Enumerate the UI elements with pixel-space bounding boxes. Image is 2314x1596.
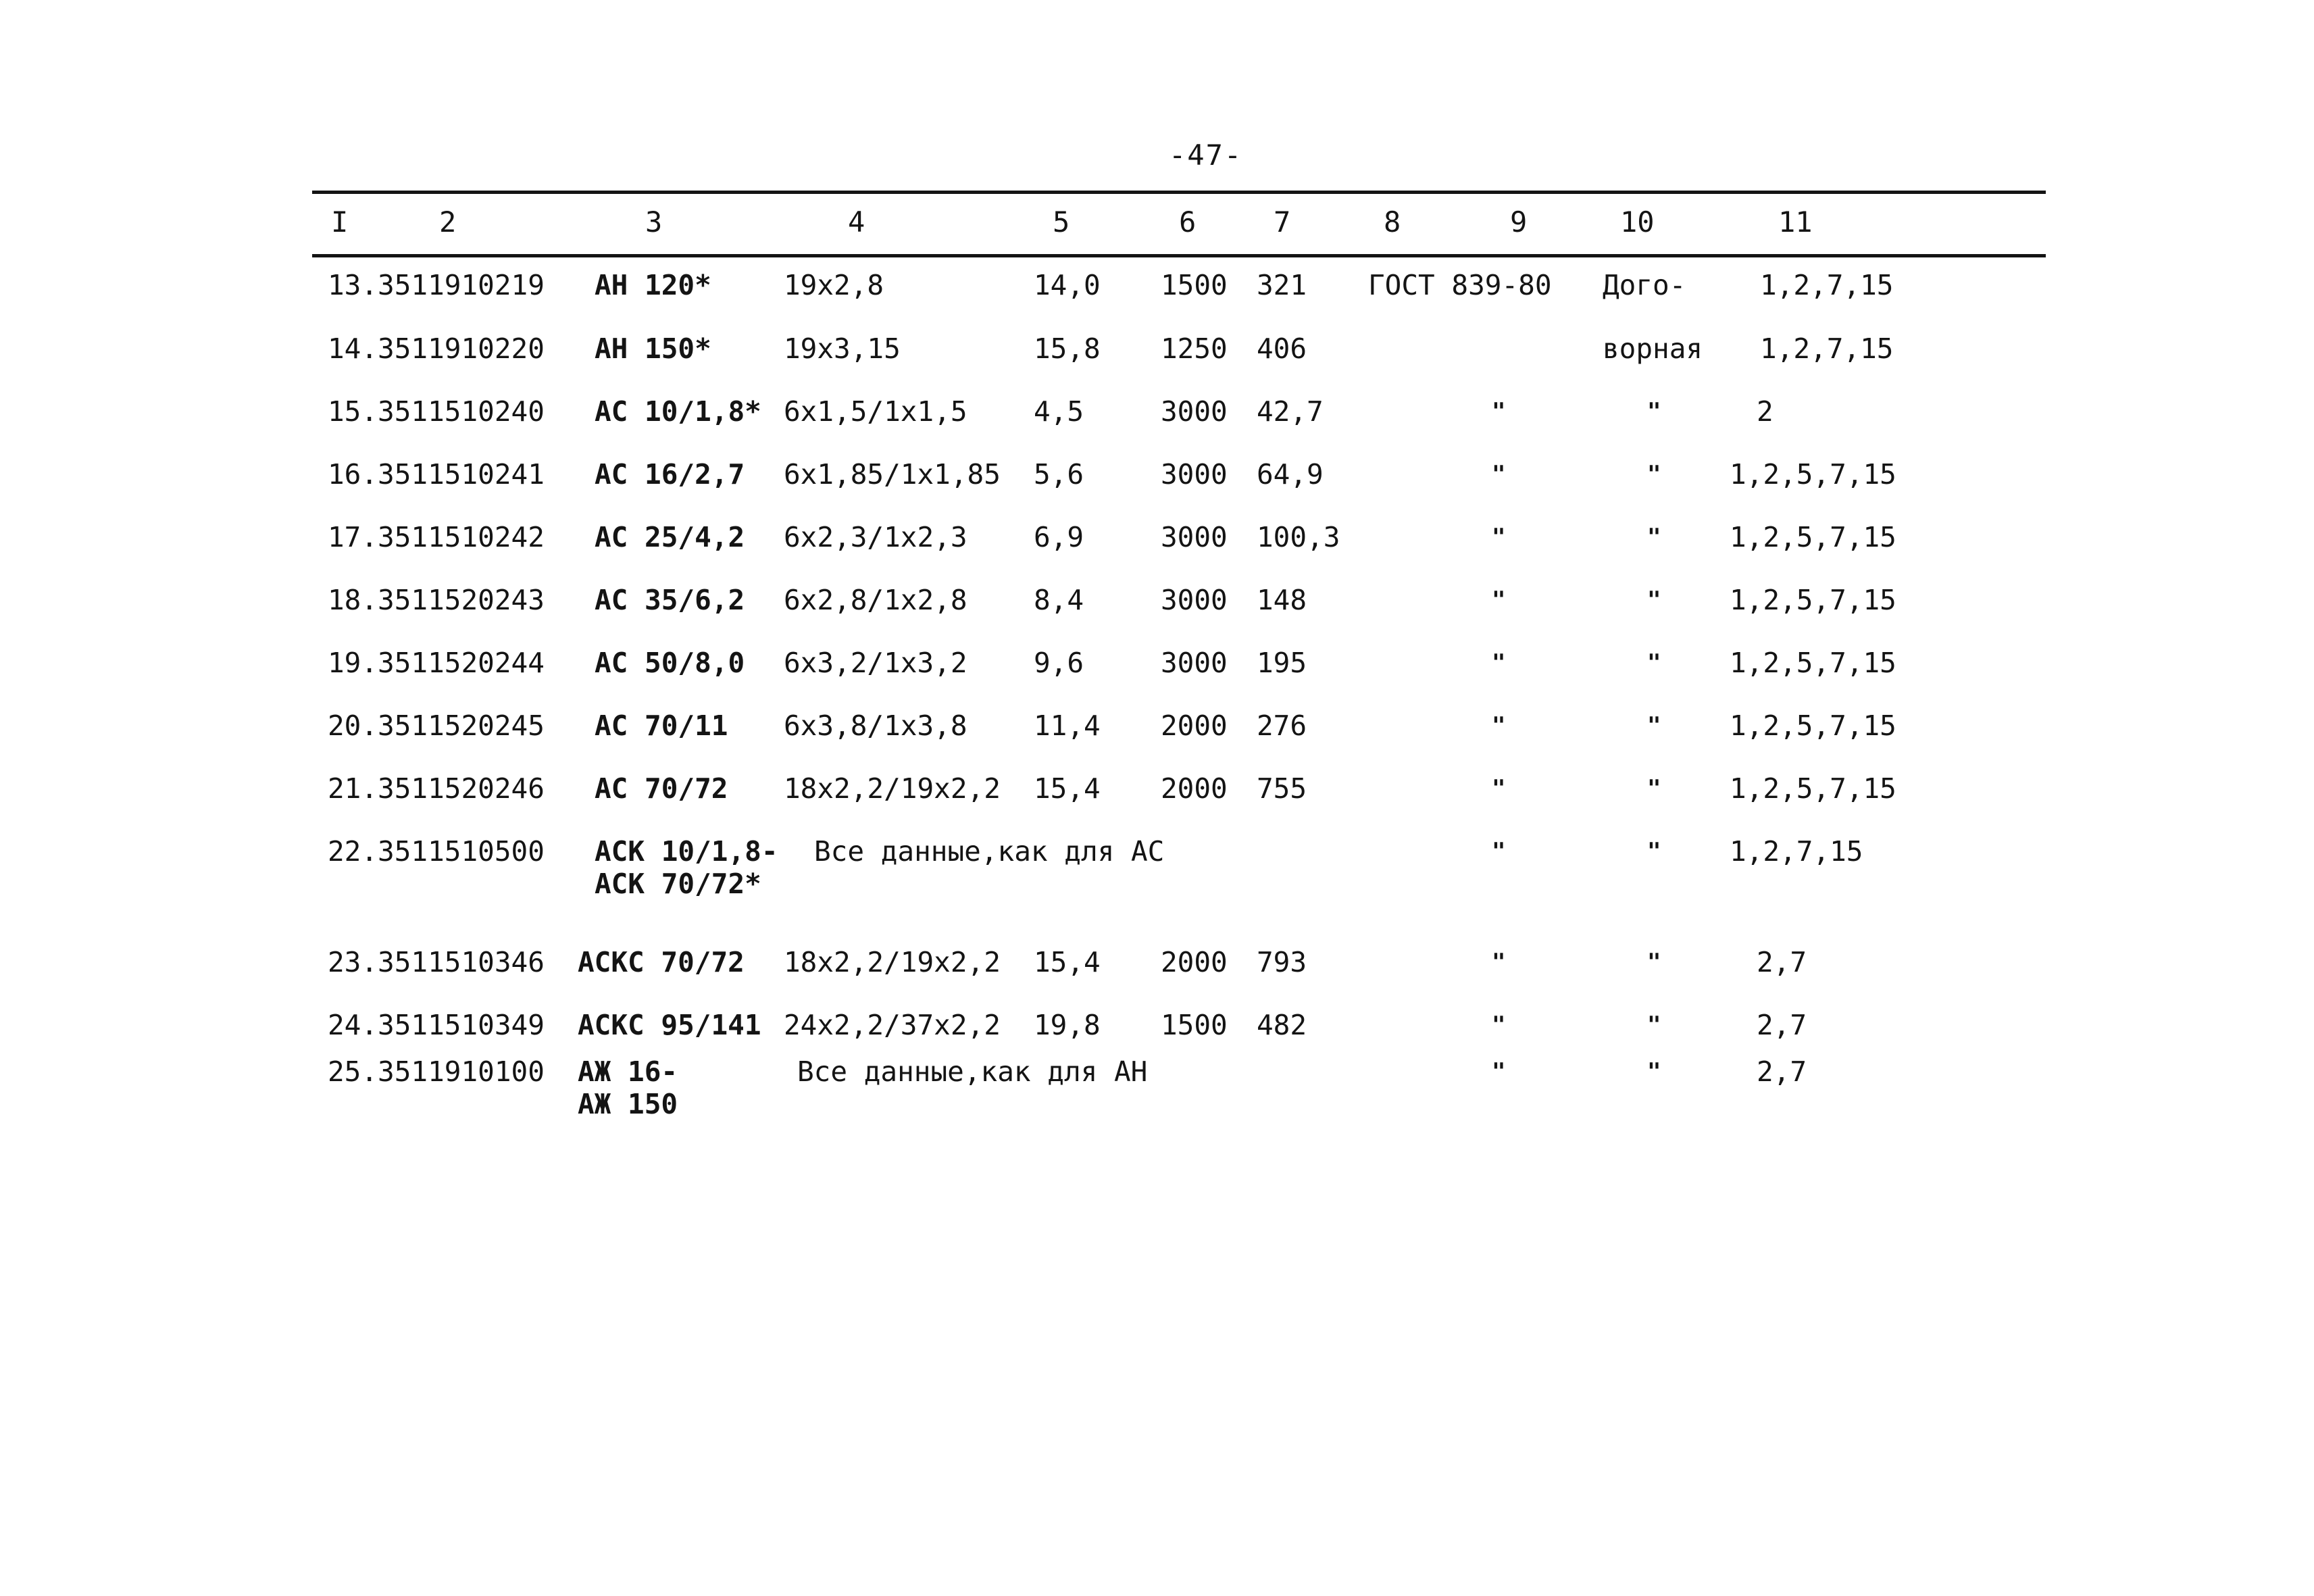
- mass: 406: [1257, 332, 1307, 365]
- standard: ": [1492, 949, 1506, 976]
- mass: 64,9: [1257, 458, 1324, 491]
- wire-mark: АС 25/4,2: [595, 521, 745, 553]
- col-header-11: 11: [1778, 205, 1813, 239]
- construction: 18x2,2/19x2,2: [784, 772, 1001, 805]
- standard: ": [1492, 838, 1506, 865]
- product-code: 14.3511910220: [328, 332, 545, 365]
- product-code: 21.3511520246: [328, 772, 545, 805]
- length: 3000: [1161, 584, 1228, 616]
- diameter: 15,4: [1034, 946, 1101, 978]
- notes: 1,2,5,7,15: [1730, 521, 1896, 553]
- mass: 100,3: [1257, 521, 1340, 553]
- product-code: 18.3511520243: [328, 584, 545, 616]
- diameter: 14,0: [1034, 269, 1101, 301]
- header-bottom-rule: [312, 254, 2046, 257]
- wire-mark: АС 70/72: [595, 772, 728, 805]
- notes: 1,2,7,15: [1760, 332, 1894, 365]
- product-code: 23.3511510346: [328, 946, 545, 978]
- standard: ": [1492, 1012, 1506, 1039]
- mass: 482: [1257, 1009, 1307, 1041]
- price: ": [1647, 649, 1661, 676]
- product-code: 20.3511520245: [328, 709, 545, 742]
- product-code: 16.3511510241: [328, 458, 545, 491]
- notes: 1,2,5,7,15: [1730, 584, 1896, 616]
- construction: 6x3,8/1x3,8: [784, 709, 967, 742]
- mass: 276: [1257, 709, 1307, 742]
- length: 1500: [1161, 269, 1228, 301]
- price: ": [1647, 461, 1661, 488]
- product-code: 22.3511510500: [328, 835, 545, 868]
- price: ": [1647, 838, 1661, 865]
- length: 3000: [1161, 458, 1228, 491]
- price: ворная: [1603, 332, 1703, 365]
- wire-mark: АН 150*: [595, 332, 711, 365]
- construction: 6x3,2/1x3,2: [784, 647, 967, 679]
- diameter: 4,5: [1034, 395, 1084, 428]
- diameter: 19,8: [1034, 1009, 1101, 1041]
- page-number: -47-: [1169, 139, 1243, 172]
- price: ": [1647, 949, 1661, 976]
- standard: ГОСТ 839-80: [1368, 269, 1552, 301]
- standard: ": [1492, 1058, 1506, 1085]
- notes: 2,7: [1757, 1009, 1807, 1041]
- standard: ": [1492, 712, 1506, 739]
- price: ": [1647, 775, 1661, 802]
- wire-mark: АН 120*: [595, 269, 711, 301]
- product-code: 15.3511510240: [328, 395, 545, 428]
- diameter: 15,4: [1034, 772, 1101, 805]
- length: 2000: [1161, 772, 1228, 805]
- price: ": [1647, 1058, 1661, 1085]
- construction: 6x1,85/1x1,85: [784, 458, 1001, 491]
- product-code: 19.3511520244: [328, 647, 545, 679]
- construction: 18x2,2/19x2,2: [784, 946, 1001, 978]
- mass: 755: [1257, 772, 1307, 805]
- construction: 19x3,15: [784, 332, 901, 365]
- length: 3000: [1161, 395, 1228, 428]
- standard: ": [1492, 587, 1506, 614]
- construction: Все данные,как для АН: [797, 1055, 1148, 1088]
- wire-mark: АСКС 70/72: [578, 946, 745, 978]
- diameter: 5,6: [1034, 458, 1084, 491]
- wire-mark: АС 10/1,8*: [595, 395, 761, 428]
- construction: 6x1,5/1x1,5: [784, 395, 967, 428]
- col-header-9: 9: [1510, 205, 1528, 239]
- notes: 1,2,5,7,15: [1730, 772, 1896, 805]
- length: 2000: [1161, 946, 1228, 978]
- mass: 148: [1257, 584, 1307, 616]
- wire-mark: АЖ 16- АЖ 150: [578, 1055, 678, 1120]
- standard: ": [1492, 398, 1506, 425]
- col-header-5: 5: [1053, 205, 1070, 239]
- product-code: 24.3511510349: [328, 1009, 545, 1041]
- price: ": [1647, 398, 1661, 425]
- mass: 195: [1257, 647, 1307, 679]
- length: 1250: [1161, 332, 1228, 365]
- wire-mark: АСКС 95/141: [578, 1009, 761, 1041]
- construction: 19x2,8: [784, 269, 884, 301]
- col-header-6: 6: [1179, 205, 1197, 239]
- diameter: 11,4: [1034, 709, 1101, 742]
- wire-mark: АС 35/6,2: [595, 584, 745, 616]
- mass: 321: [1257, 269, 1307, 301]
- price: ": [1647, 524, 1661, 551]
- diameter: 8,4: [1034, 584, 1084, 616]
- col-header-7: 7: [1274, 205, 1291, 239]
- price: ": [1647, 712, 1661, 739]
- diameter: 6,9: [1034, 521, 1084, 553]
- notes: 1,2,5,7,15: [1730, 647, 1896, 679]
- notes: 2,7: [1757, 1055, 1807, 1088]
- diameter: 9,6: [1034, 647, 1084, 679]
- mass: 42,7: [1257, 395, 1324, 428]
- price: Дого-: [1603, 269, 1686, 301]
- table-top-rule: [312, 191, 2046, 194]
- notes: 2: [1757, 395, 1774, 428]
- product-code: 25.3511910100: [328, 1055, 545, 1088]
- notes: 1,2,7,15: [1730, 835, 1863, 868]
- wire-mark: АС 16/2,7: [595, 458, 745, 491]
- notes: 1,2,7,15: [1760, 269, 1894, 301]
- col-header-4: 4: [848, 205, 865, 239]
- construction: 6x2,8/1x2,8: [784, 584, 967, 616]
- standard: ": [1492, 524, 1506, 551]
- standard: ": [1492, 775, 1506, 802]
- col-header-1: I: [331, 205, 349, 239]
- notes: 1,2,5,7,15: [1730, 709, 1896, 742]
- length: 3000: [1161, 521, 1228, 553]
- mass: 793: [1257, 946, 1307, 978]
- length: 1500: [1161, 1009, 1228, 1041]
- product-code: 13.3511910219: [328, 269, 545, 301]
- col-header-10: 10: [1620, 205, 1655, 239]
- price: ": [1647, 1012, 1661, 1039]
- length: 3000: [1161, 647, 1228, 679]
- wire-mark: АС 70/11: [595, 709, 728, 742]
- length: 2000: [1161, 709, 1228, 742]
- diameter: 15,8: [1034, 332, 1101, 365]
- product-code: 17.3511510242: [328, 521, 545, 553]
- standard: ": [1492, 649, 1506, 676]
- construction: 6x2,3/1x2,3: [784, 521, 967, 553]
- wire-mark: АС 50/8,0: [595, 647, 745, 679]
- col-header-8: 8: [1384, 205, 1401, 239]
- construction: 24x2,2/37x2,2: [784, 1009, 1001, 1041]
- notes: 2,7: [1757, 946, 1807, 978]
- wire-mark: АСК 10/1,8- АСК 70/72*: [595, 835, 778, 900]
- price: ": [1647, 587, 1661, 614]
- col-header-3: 3: [645, 205, 663, 239]
- col-header-2: 2: [439, 205, 457, 239]
- notes: 1,2,5,7,15: [1730, 458, 1896, 491]
- standard: ": [1492, 461, 1506, 488]
- construction: Все данные,как для АС: [814, 835, 1165, 868]
